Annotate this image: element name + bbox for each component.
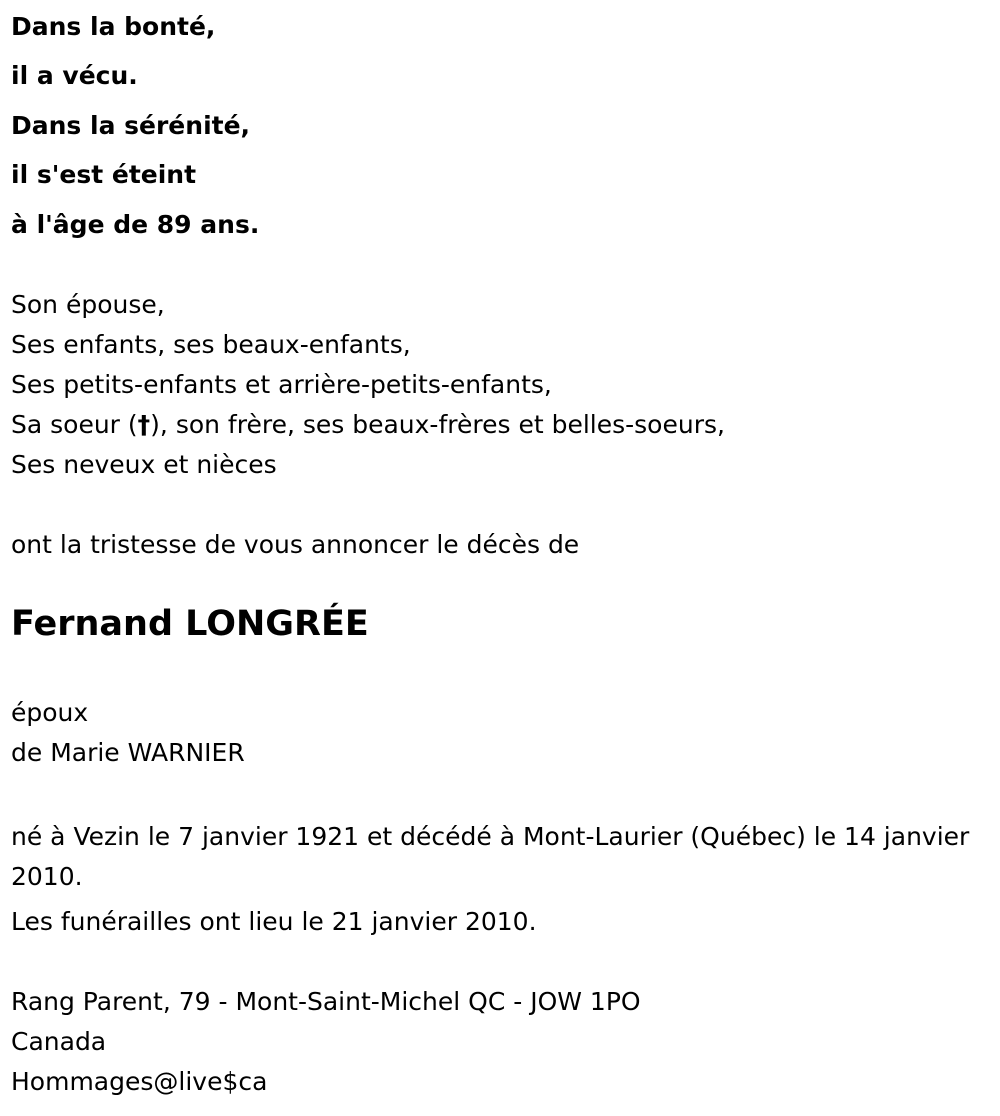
spouse-name: de Marie WARNIER (11, 738, 245, 767)
family-line-grandchildren: Ses petits-enfants et arrière-petits-enfants, (11, 370, 552, 399)
family-line-spouse: Son épouse, (11, 290, 165, 319)
intro-line-3: Dans la sérénité, (11, 111, 251, 140)
family-line-siblings (11, 410, 725, 440)
spouse-label: époux (11, 698, 89, 727)
birth-death-text: né à Vezin le 7 janvier 1921 et décédé à Mont-Laurier (Québec) le 14 janvier 2010. (11, 822, 970, 891)
deceased-name: Fernand LONGRÉE (11, 604, 369, 644)
intro-line-1: Dans la bonté, (11, 12, 216, 41)
intro-line-5: à l'âge de 89 ans. (11, 210, 260, 239)
intro-line-2: il a vécu. (11, 61, 138, 90)
family-line-siblings-start: Sa soeur ( (11, 410, 138, 439)
announcement-text: ont la tristesse de vous annoncer le décès de (11, 530, 580, 559)
contact-email: Hommages@live$ca (11, 1067, 268, 1096)
cross-icon: † (137, 410, 151, 439)
address-street: Rang Parent, 79 - Mont-Saint-Michel QC - JOW 1PO (11, 987, 641, 1016)
family-line-children: Ses enfants, ses beaux-enfants, (11, 330, 411, 359)
family-line-siblings-end: ), son frère, ses beaux-frères et belles-soeurs, (150, 410, 725, 439)
intro-line-4: il s'est éteint (11, 160, 197, 189)
address-country: Canada (11, 1027, 107, 1056)
family-line-nephews: Ses neveux et nièces (11, 450, 277, 479)
funeral-text: Les funérailles ont lieu le 21 janvier 2010. (11, 907, 537, 936)
